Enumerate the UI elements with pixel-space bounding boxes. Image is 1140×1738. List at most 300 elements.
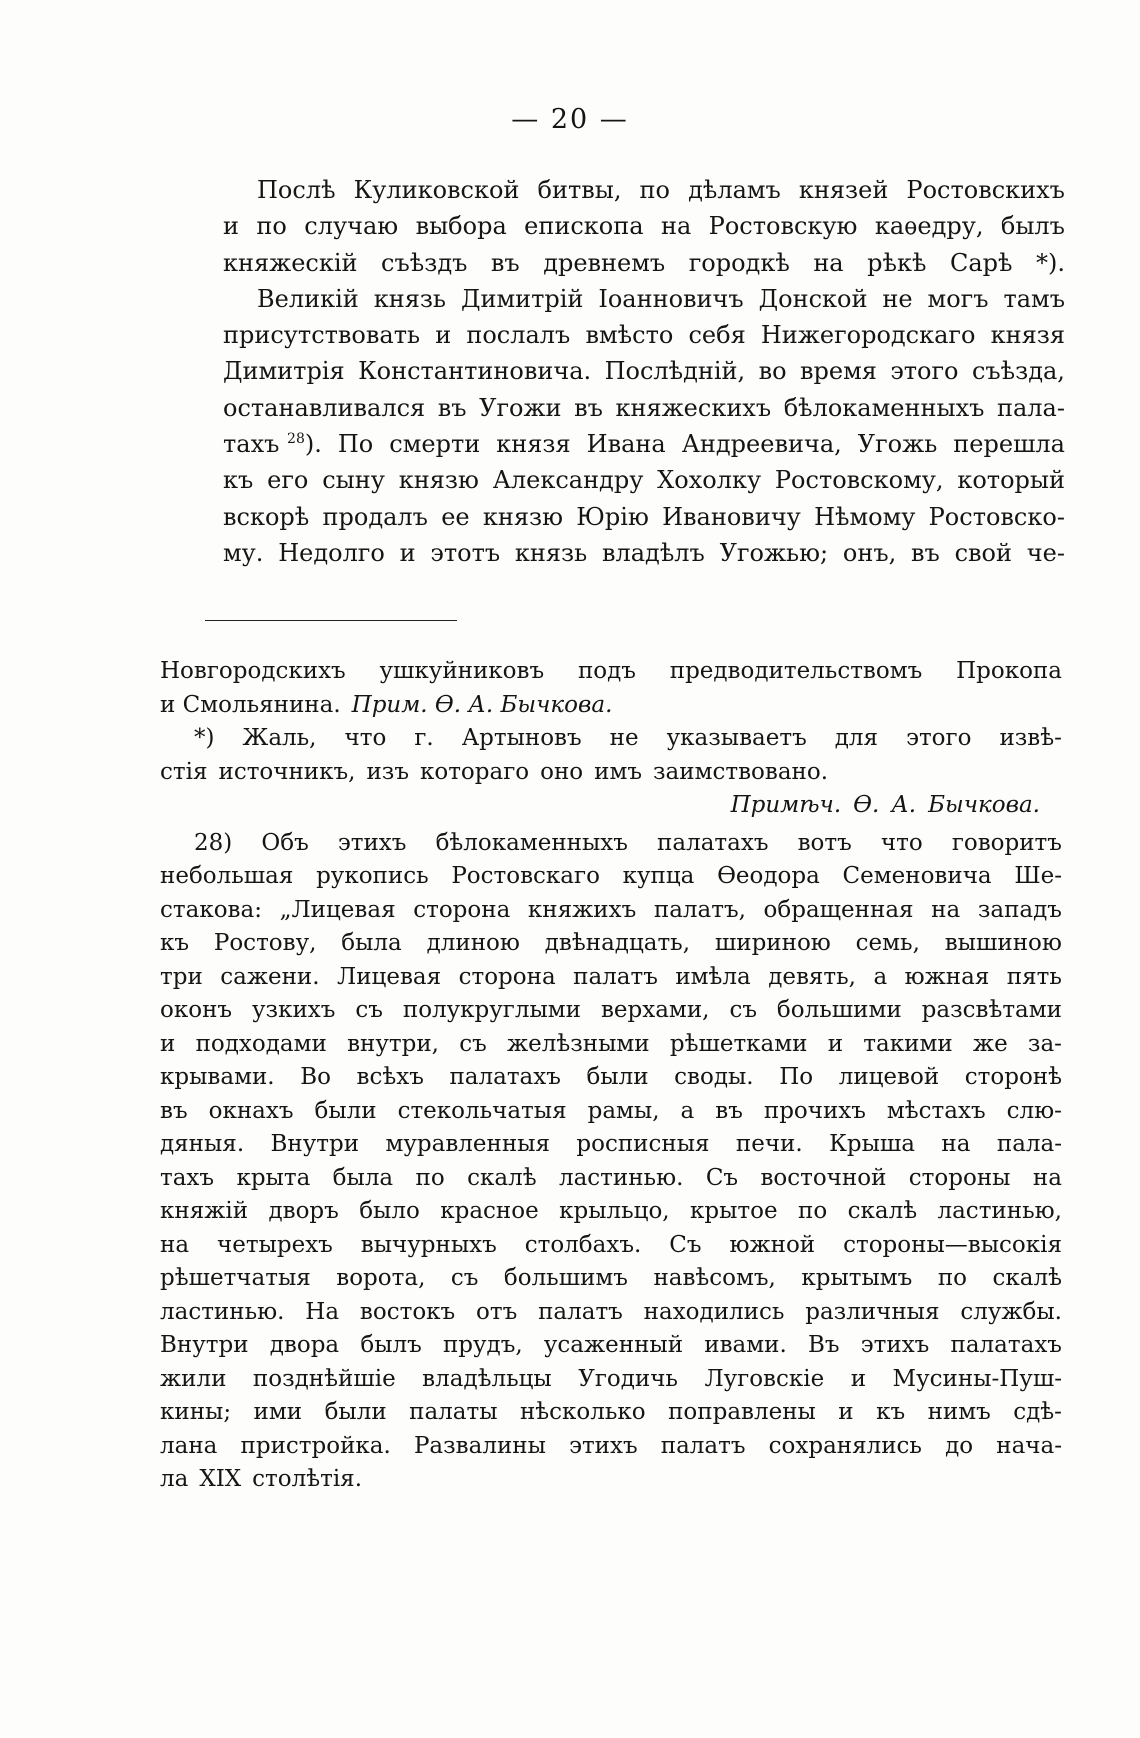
word: сохранялись bbox=[768, 1432, 922, 1459]
main-text-line bbox=[223, 172, 1065, 208]
word: Угожь bbox=[857, 430, 938, 459]
word: на bbox=[1032, 1164, 1062, 1191]
word: стороны—высокія bbox=[843, 1231, 1062, 1258]
word: съѣздъ bbox=[381, 248, 468, 277]
word: палатахъ bbox=[657, 829, 769, 856]
word: Артыновъ bbox=[461, 725, 582, 751]
footnote-28-line bbox=[160, 1128, 1062, 1162]
word: му. bbox=[223, 538, 264, 567]
word: Ростовскому, bbox=[774, 466, 944, 495]
main-text-block bbox=[223, 172, 1065, 571]
word: ивами. bbox=[704, 1332, 787, 1358]
word: свой bbox=[954, 538, 1012, 567]
word: городкѣ bbox=[688, 248, 790, 277]
word: Семеновича bbox=[842, 863, 992, 889]
footnotes-block bbox=[160, 655, 1062, 1497]
word: къ bbox=[223, 466, 254, 495]
word: Развалины bbox=[413, 1432, 546, 1459]
word: были bbox=[314, 1097, 377, 1124]
word: палатъ bbox=[573, 963, 658, 990]
word: на bbox=[941, 1131, 971, 1157]
word: слю- bbox=[1006, 1097, 1062, 1124]
word: имѣла bbox=[675, 963, 751, 990]
word: князю bbox=[482, 502, 563, 531]
word: дяныя. bbox=[160, 1131, 245, 1157]
word: По bbox=[337, 430, 374, 459]
word: сыну bbox=[322, 466, 385, 495]
word: усаженный bbox=[543, 1332, 684, 1358]
word: Угодичь bbox=[578, 1365, 678, 1392]
word: а bbox=[873, 963, 888, 990]
word: вотъ bbox=[797, 829, 852, 856]
main-text-line bbox=[223, 462, 1065, 498]
word: Луговскіе bbox=[704, 1365, 825, 1392]
word: на bbox=[813, 248, 844, 277]
word: князь bbox=[373, 284, 446, 313]
word: красное bbox=[440, 1198, 539, 1224]
word: Ѳ. bbox=[853, 792, 880, 818]
star-footnote-line bbox=[160, 756, 1062, 790]
word: шириною bbox=[714, 930, 831, 956]
word: на bbox=[160, 1231, 190, 1258]
word: столбахъ. bbox=[524, 1231, 642, 1258]
word: могъ bbox=[927, 284, 989, 313]
word: палатъ bbox=[538, 1298, 623, 1325]
word: рамы, bbox=[587, 1097, 660, 1124]
word: бѣлокаменныхъ bbox=[783, 393, 985, 422]
word: до bbox=[945, 1432, 974, 1459]
word: „Лицевая bbox=[279, 896, 396, 923]
word: *). bbox=[1036, 248, 1065, 277]
word: тамъ bbox=[1003, 284, 1065, 313]
word: дѣламъ bbox=[688, 176, 781, 204]
word: что bbox=[344, 725, 387, 751]
word: каѳедру, bbox=[874, 212, 984, 241]
word: Примѣч. bbox=[730, 792, 842, 818]
word: и bbox=[223, 212, 239, 241]
word: въ bbox=[574, 393, 603, 422]
word: палатъ, bbox=[653, 896, 746, 923]
word: стакова: bbox=[160, 896, 262, 923]
star-footnote-line bbox=[160, 722, 1062, 756]
word: подходами bbox=[195, 1030, 327, 1057]
word: заимствовано. bbox=[653, 758, 829, 785]
main-text-line bbox=[223, 390, 1065, 426]
word: тахъ bbox=[160, 1164, 215, 1191]
word: Лицевая bbox=[337, 963, 442, 990]
word: Жаль, bbox=[242, 725, 317, 751]
word: прочихъ bbox=[763, 1097, 866, 1124]
word: Съ bbox=[705, 1164, 739, 1191]
main-text-line bbox=[223, 535, 1065, 571]
word: было bbox=[359, 1198, 420, 1224]
word: верхами, bbox=[600, 997, 710, 1023]
footnote-28-line bbox=[160, 1061, 1062, 1095]
word: перешла bbox=[953, 430, 1065, 459]
word: по bbox=[256, 212, 287, 241]
main-text-line bbox=[223, 208, 1065, 244]
word: не bbox=[882, 284, 913, 313]
footnote-text: и Смольянина. bbox=[160, 691, 341, 718]
word: три bbox=[160, 963, 203, 990]
word: мѣстахъ bbox=[886, 1097, 986, 1124]
word: XIX bbox=[199, 1466, 242, 1492]
word: Куликовской bbox=[353, 176, 520, 204]
word: Хохолку bbox=[657, 466, 762, 495]
word: присутствовать bbox=[223, 321, 421, 350]
word: ). bbox=[304, 430, 322, 459]
word: этихъ bbox=[337, 829, 407, 856]
word: купца bbox=[622, 863, 695, 889]
word: г. bbox=[414, 725, 434, 751]
word: На bbox=[305, 1298, 340, 1325]
word: бѣлокаменныхъ bbox=[435, 829, 628, 856]
word: въ bbox=[911, 538, 940, 567]
word: небольшая bbox=[160, 863, 294, 889]
word: была bbox=[341, 930, 402, 956]
word: дворъ bbox=[268, 1198, 339, 1224]
word: его bbox=[267, 466, 309, 495]
word: службы. bbox=[960, 1298, 1062, 1325]
word: древнемъ bbox=[543, 248, 666, 277]
word: печи. bbox=[735, 1131, 803, 1157]
word: смерти bbox=[389, 430, 481, 459]
word: Послѣдній, bbox=[604, 357, 746, 386]
main-text-line bbox=[223, 353, 1065, 389]
word: были bbox=[586, 1064, 649, 1090]
footnote-28-line bbox=[160, 1095, 1062, 1129]
word: владѣлъ bbox=[601, 538, 705, 567]
word: че- bbox=[1026, 538, 1065, 567]
word: нѣсколько bbox=[519, 1399, 646, 1425]
word: сторонѣ bbox=[964, 1064, 1062, 1090]
word: Бычкова. bbox=[928, 792, 1040, 818]
word: и bbox=[827, 1030, 844, 1057]
word: князя bbox=[496, 430, 571, 459]
word: Угожи bbox=[479, 393, 562, 422]
word: изъ bbox=[366, 758, 409, 785]
main-text-line bbox=[223, 499, 1065, 535]
word: съ bbox=[355, 997, 383, 1023]
word: владѣльцы bbox=[422, 1365, 552, 1392]
word: Нѣмому bbox=[814, 502, 916, 531]
footnote-28-line bbox=[160, 994, 1062, 1028]
footnote-28-line bbox=[160, 1329, 1062, 1363]
word: извѣ- bbox=[999, 725, 1062, 751]
word: поправлены bbox=[668, 1399, 816, 1425]
word: кины; bbox=[160, 1399, 232, 1425]
word: съѣзда, bbox=[971, 357, 1065, 386]
word: позднѣйшіе bbox=[252, 1365, 396, 1392]
word: былъ bbox=[360, 1332, 422, 1358]
word: Андреевича, bbox=[681, 430, 842, 459]
word: княжескихъ bbox=[615, 393, 772, 422]
word: стія bbox=[160, 758, 208, 785]
word: разсвѣтами bbox=[921, 997, 1062, 1023]
footnote-28-line bbox=[160, 860, 1062, 894]
word: нимъ bbox=[927, 1399, 991, 1425]
word: отъ bbox=[476, 1298, 518, 1325]
word: палатъ bbox=[660, 1432, 746, 1459]
word: княжихъ bbox=[527, 896, 637, 923]
word: муравленныя bbox=[385, 1131, 550, 1157]
footnote-28-line bbox=[160, 927, 1062, 961]
footnote-28-line bbox=[160, 1195, 1062, 1229]
word: Новгородскихъ bbox=[160, 658, 346, 684]
word: источникъ, bbox=[218, 758, 356, 785]
footnote-28 bbox=[160, 827, 1062, 1497]
word: ее bbox=[441, 502, 470, 531]
footnote-continuation-line bbox=[160, 689, 1062, 723]
word: южная bbox=[904, 963, 990, 990]
footnote-separator-rule bbox=[205, 620, 457, 621]
word: Димитрія bbox=[223, 357, 345, 386]
word: желѣзными bbox=[506, 1030, 650, 1057]
footnote-28-line bbox=[160, 1162, 1062, 1196]
word: крытое bbox=[690, 1198, 778, 1224]
word: крыта bbox=[236, 1164, 311, 1191]
main-text-line bbox=[223, 281, 1065, 317]
word: Великій bbox=[257, 284, 359, 313]
word: скалѣ bbox=[847, 1198, 918, 1224]
word: и bbox=[399, 538, 416, 567]
word: княжій bbox=[160, 1198, 249, 1224]
word: ворота, bbox=[336, 1265, 426, 1291]
word: а bbox=[680, 1097, 695, 1124]
word: епископа bbox=[524, 212, 644, 241]
word: ушкуйниковъ bbox=[379, 658, 545, 684]
word: Недолго bbox=[278, 538, 385, 567]
word: По bbox=[779, 1064, 814, 1090]
word: говоритъ bbox=[951, 829, 1062, 856]
main-text-line-with-footnote-ref bbox=[223, 426, 1065, 462]
word: ластинью. bbox=[558, 1164, 684, 1191]
word: выбора bbox=[415, 212, 507, 241]
word: съ bbox=[729, 997, 757, 1023]
word: длиною bbox=[426, 930, 520, 956]
word: крывами. bbox=[160, 1064, 275, 1090]
word: Крыша bbox=[829, 1131, 916, 1157]
word: князю bbox=[398, 466, 479, 495]
word: оно bbox=[540, 758, 584, 785]
word: битвы, bbox=[537, 176, 622, 204]
word: палатахъ bbox=[449, 1064, 561, 1090]
footnote-28-line bbox=[160, 961, 1062, 995]
word: сажени. bbox=[220, 963, 320, 990]
word: скалѣ bbox=[467, 1164, 537, 1191]
word: навѣсомъ, bbox=[653, 1265, 776, 1291]
word: обращенная bbox=[763, 896, 914, 923]
word: были bbox=[324, 1399, 387, 1425]
word: къ bbox=[876, 1399, 906, 1425]
word: ими bbox=[253, 1399, 303, 1425]
footnote-attribution: Прим. Ѳ. А. Бычкова. bbox=[351, 691, 613, 718]
word: сторона bbox=[458, 963, 556, 990]
word: послалъ bbox=[466, 321, 571, 350]
word: Прокопа bbox=[956, 658, 1062, 684]
word: всѣхъ bbox=[356, 1064, 424, 1090]
word: четырехъ bbox=[217, 1231, 333, 1258]
word: Угожью; bbox=[719, 538, 829, 567]
word: стекольчатыя bbox=[397, 1097, 567, 1124]
word: семь, bbox=[855, 930, 920, 956]
word: и bbox=[160, 1030, 176, 1057]
word: нача- bbox=[996, 1432, 1062, 1459]
word: князя bbox=[990, 321, 1065, 350]
word: Димитрій bbox=[460, 284, 584, 313]
word: 28) bbox=[194, 829, 233, 856]
word: Ше- bbox=[1014, 863, 1062, 889]
word: крытымъ bbox=[801, 1265, 913, 1291]
word: палаты bbox=[409, 1399, 498, 1425]
word: въ bbox=[437, 393, 467, 422]
word: ла bbox=[160, 1466, 189, 1492]
word: Константиновича. bbox=[358, 357, 592, 386]
word: большимъ bbox=[503, 1265, 628, 1291]
footnote-28-line bbox=[160, 1262, 1062, 1296]
word: Іоанновичъ bbox=[598, 284, 744, 313]
word: этого bbox=[906, 725, 972, 751]
word: Ростовскую bbox=[708, 212, 858, 241]
word: лицевой bbox=[838, 1064, 940, 1090]
word: на bbox=[660, 212, 692, 241]
word: находились bbox=[643, 1298, 785, 1325]
word: на bbox=[931, 896, 961, 923]
word: Ѳеодора bbox=[717, 863, 820, 889]
word: котораго bbox=[419, 758, 530, 785]
word: указываетъ bbox=[666, 725, 807, 751]
word: узкихъ bbox=[252, 997, 336, 1023]
word: рѣшетками bbox=[669, 1030, 808, 1057]
word: пять bbox=[1006, 963, 1062, 990]
word: въ bbox=[715, 1097, 743, 1124]
word: ластинью. bbox=[160, 1298, 285, 1325]
word: сдѣ- bbox=[1013, 1399, 1062, 1425]
word: рѣкѣ bbox=[867, 248, 927, 277]
word: пала- bbox=[996, 393, 1065, 422]
word: Сарѣ bbox=[949, 248, 1013, 277]
star-footnote-signature bbox=[160, 789, 1062, 823]
word: двѣнадцать, bbox=[544, 930, 691, 956]
word: въ bbox=[160, 1097, 188, 1124]
word: по bbox=[937, 1265, 967, 1291]
word: онъ, bbox=[842, 538, 897, 567]
word: продалъ bbox=[322, 502, 428, 531]
word: вмѣсто bbox=[585, 321, 674, 350]
word: имъ bbox=[594, 758, 642, 785]
word: этого bbox=[890, 357, 959, 386]
word: предводительствомъ bbox=[669, 658, 923, 684]
word: Ростовско- bbox=[928, 502, 1065, 531]
word: Внутри bbox=[160, 1332, 249, 1358]
word: Въ bbox=[808, 1332, 840, 1358]
word: вскорѣ bbox=[223, 502, 310, 531]
word: пристройка. bbox=[240, 1432, 391, 1459]
word: подъ bbox=[577, 658, 636, 684]
word: ластинью, bbox=[937, 1198, 1062, 1224]
word: въ bbox=[490, 248, 520, 277]
word: Послѣ bbox=[257, 176, 336, 204]
word: пала- bbox=[996, 1131, 1062, 1157]
word: по bbox=[798, 1198, 828, 1224]
word: полукруглыми bbox=[402, 997, 581, 1023]
word: для bbox=[834, 725, 879, 751]
word: этотъ bbox=[430, 538, 501, 567]
word: Юрію bbox=[576, 502, 649, 531]
word: сторона bbox=[413, 896, 511, 923]
word: прудъ, bbox=[442, 1332, 523, 1358]
word: Во bbox=[300, 1064, 331, 1090]
word: время bbox=[800, 357, 877, 386]
word: этихъ bbox=[860, 1332, 930, 1358]
footnote-28-line bbox=[160, 1396, 1062, 1430]
word: случаю bbox=[304, 212, 399, 241]
word: вышиною bbox=[944, 930, 1062, 956]
word: что bbox=[880, 829, 923, 856]
word: столѣтія. bbox=[252, 1466, 363, 1492]
word: и bbox=[435, 321, 452, 350]
word: себя bbox=[688, 321, 746, 350]
word: *) bbox=[194, 725, 215, 751]
word: за- bbox=[1027, 1030, 1062, 1057]
word: восточной bbox=[760, 1164, 887, 1191]
word: рукопись bbox=[316, 863, 429, 889]
page-number: — 20 — bbox=[511, 104, 629, 135]
word: князей bbox=[798, 176, 889, 204]
word: по bbox=[639, 176, 670, 204]
word: во bbox=[758, 357, 787, 386]
footnote-28-line bbox=[160, 827, 1062, 861]
word: большими bbox=[776, 997, 902, 1023]
word: девять, bbox=[768, 963, 856, 990]
footnote-reference-28: 28 bbox=[287, 431, 305, 448]
word: же bbox=[972, 1030, 1008, 1057]
word: росписныя bbox=[576, 1131, 710, 1157]
word: южной bbox=[729, 1231, 816, 1258]
word: скалѣ bbox=[992, 1265, 1062, 1291]
main-text-line bbox=[223, 245, 1065, 281]
word: не bbox=[609, 725, 639, 751]
word: Донской bbox=[758, 284, 868, 313]
word: этихъ bbox=[569, 1432, 638, 1459]
word: Александру bbox=[492, 466, 644, 495]
word: и bbox=[838, 1399, 854, 1425]
word: князь bbox=[514, 538, 588, 567]
word: такими bbox=[863, 1030, 953, 1057]
word: и bbox=[850, 1365, 867, 1392]
main-text-line bbox=[223, 317, 1065, 353]
footnote-28-line bbox=[160, 1229, 1062, 1263]
word: съ bbox=[450, 1265, 479, 1291]
word: Ивановичу bbox=[662, 502, 801, 531]
footnote-28-line bbox=[160, 1363, 1062, 1397]
footnote-28-line bbox=[160, 1296, 1062, 1330]
word: Съ bbox=[669, 1231, 702, 1258]
word: окнахъ bbox=[208, 1097, 294, 1124]
word: оконъ bbox=[160, 997, 233, 1023]
word: лана bbox=[160, 1432, 218, 1459]
word: А. bbox=[891, 792, 917, 818]
footnote-28-line bbox=[160, 1028, 1062, 1062]
word: крыльцо, bbox=[559, 1198, 670, 1224]
word: Ростову, bbox=[213, 930, 317, 956]
word: съ bbox=[459, 1030, 487, 1057]
word: Ивана bbox=[586, 430, 666, 459]
word: была bbox=[332, 1164, 394, 1191]
footnote-ref-rest bbox=[305, 426, 1065, 462]
footnote-28-line bbox=[160, 1463, 1062, 1497]
word: къ bbox=[160, 930, 190, 956]
